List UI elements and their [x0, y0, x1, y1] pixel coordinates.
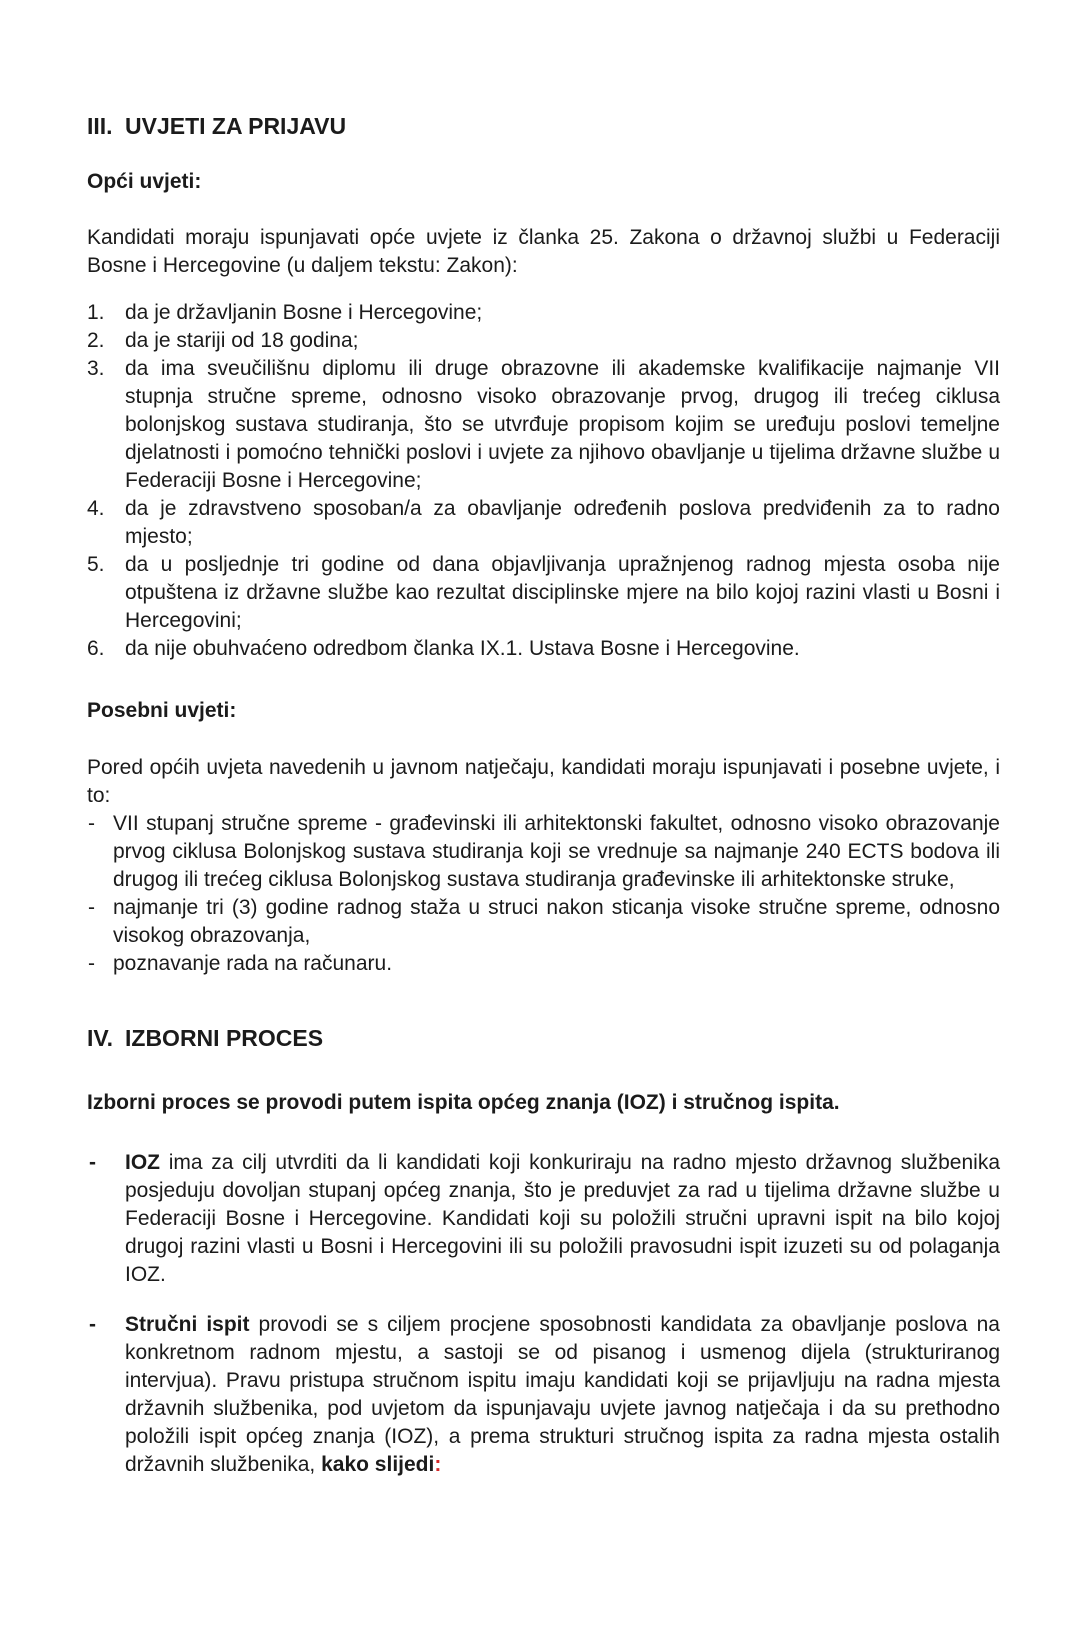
opci-uvjeti-heading: Opći uvjeti: [87, 170, 202, 193]
izborni-item-ioz [87, 1149, 1000, 1289]
opci-uvjeti-list [87, 299, 1000, 663]
section-iv-heading [87, 1024, 1000, 1052]
izborni-item-strucni-ispit [87, 1311, 1000, 1479]
posebni-uvjeti-heading: Posebni uvjeti: [87, 699, 237, 722]
dash-marker: - [88, 952, 95, 975]
item-number: 5. [87, 553, 105, 576]
izborni-proces-list [87, 1149, 1000, 1479]
iz-lead: IOZ [125, 1151, 160, 1174]
item-text: da je zdravstveno sposoban/a za obavljanje određenih poslova predviđenih za to radno mjesto; [125, 497, 1000, 548]
iz-tail-colon: : [434, 1453, 442, 1476]
item-number: 4. [87, 497, 105, 520]
dash-marker: - [88, 812, 95, 835]
iz-text: provodi se s ciljem procjene sposobnosti kandidata za obavljanje poslova na konkretnom radnom mjestu, a sastoji se od pisanog i usmenog dijela (strukturiranog intervjua). Pravu pristupa stručnom ispitu imaju kandidati koji se prijavljuju na radna mjesta državnih službenika, pod uvjetom da ispunjavaju uvjete javnog natječaja i da su prethodno položili ispit općeg znanja (IOZ), a prema strukturi stručnog ispita za radna mjesta ostalih državnih službenika, [125, 1313, 1000, 1476]
item-number: 1. [87, 301, 105, 324]
item-text: da u posljednje tri godine od dana objavljivanja upražnjenog radnog mjesta osoba nije otpuštena iz državne službe kao rezultat disciplinske mjere na bilo kojoj razini vlasti u Bosni i Hercegovini; [125, 553, 1000, 632]
dash-text: najmanje tri (3) godine radnog staža u struci nakon sticanja visoke stručne spreme, odnosno visokog obrazovanja, [113, 896, 1000, 947]
posebni-uvjeti-list [87, 810, 1000, 978]
iz-body [125, 1151, 1000, 1286]
dash-marker: - [88, 896, 95, 919]
iz-lead: Stručni ispit [125, 1313, 250, 1336]
item-number: 3. [87, 357, 105, 380]
item-number: 6. [87, 637, 105, 660]
iz-body [125, 1313, 1000, 1476]
iz-marker: - [89, 1151, 96, 1174]
numbered-item [87, 495, 1000, 551]
iz-marker: - [89, 1313, 96, 1336]
numbered-item [87, 355, 1000, 495]
item-text: da ima sveučilišnu diplomu ili druge obrazovne ili akademske kvalifikacije najmanje VII stupnja stručne spreme, odnosno visoko obrazovanje prvog, drugog ili trećeg ciklusa bolonjskog sustava studiranja, što se utvrđuje propisom kojim se uređuju poslovi temeljne djelatnosti i pomoćno tehnički poslovi i uvjete za njihovo obavljanje u tijelima državne službe u Federaciji Bosne i Hercegovine; [125, 357, 1000, 492]
iz-text: ima za cilj utvrditi da li kandidati koji konkuriraju na radno mjesto državnog službenika posjeduju dovoljan stupanj općeg znanja, što je preduvjet za rad u tijelima državne službe u Federaciji Bosne i Hercegovine. Kandidati koji su položili stručni upravni ispit na bilo kojoj drugoj razini vlasti u Bosni i Hercegovini ili su položili pravosudni ispit izuzeti su od polaganja IOZ. [125, 1151, 1000, 1286]
section-iv-number: IV. [87, 1025, 114, 1051]
section-iii-number: III. [87, 113, 113, 139]
item-number: 2. [87, 329, 105, 352]
opci-uvjeti-intro: Kandidati moraju ispunjavati opće uvjete iz članka 25. Zakona o državnoj službi u Federaciji Bosne i Hercegovine (u daljem tekstu: Zakon): [87, 226, 1000, 277]
posebni-uvjeti-intro: Pored općih uvjeta navedenih u javnom natječaju, kandidati moraju ispunjavati i posebne uvjete, i to: [87, 756, 1000, 807]
item-text: da je stariji od 18 godina; [125, 329, 359, 352]
numbered-item [87, 299, 1000, 327]
numbered-item [87, 327, 1000, 355]
item-text: da je državljanin Bosne i Hercegovine; [125, 301, 483, 324]
section-iii-title: UVJETI ZA PRIJAVU [125, 113, 347, 139]
numbered-item [87, 551, 1000, 635]
item-text: da nije obuhvaćeno odredbom članka IX.1. Ustava Bosne i Hercegovine. [125, 637, 800, 660]
dash-text: VII stupanj stručne spreme - građevinski ili arhitektonski fakultet, odnosno visoko obrazovanje prvog ciklusa Bolonjskog sustava studiranja koji se vrednuje sa najmanje 240 ECTS bodova ili drugog ili trećeg ciklusa Bolonjskog sustava studiranja građevinske ili arhitektonske struke, [113, 812, 1000, 891]
iz-tail-bold: kako slijedi [321, 1453, 435, 1476]
section-iii-heading [87, 112, 1000, 140]
numbered-item [87, 635, 1000, 663]
dash-item [87, 894, 1000, 950]
dash-item [87, 810, 1000, 894]
section-iv-title: IZBORNI PROCES [125, 1025, 324, 1051]
dash-item [87, 950, 1000, 978]
dash-text: poznavanje rada na računaru. [113, 952, 393, 975]
izborni-proces-intro: Izborni proces se provodi putem ispita općeg znanja (IOZ) i stručnog ispita. [87, 1091, 840, 1114]
